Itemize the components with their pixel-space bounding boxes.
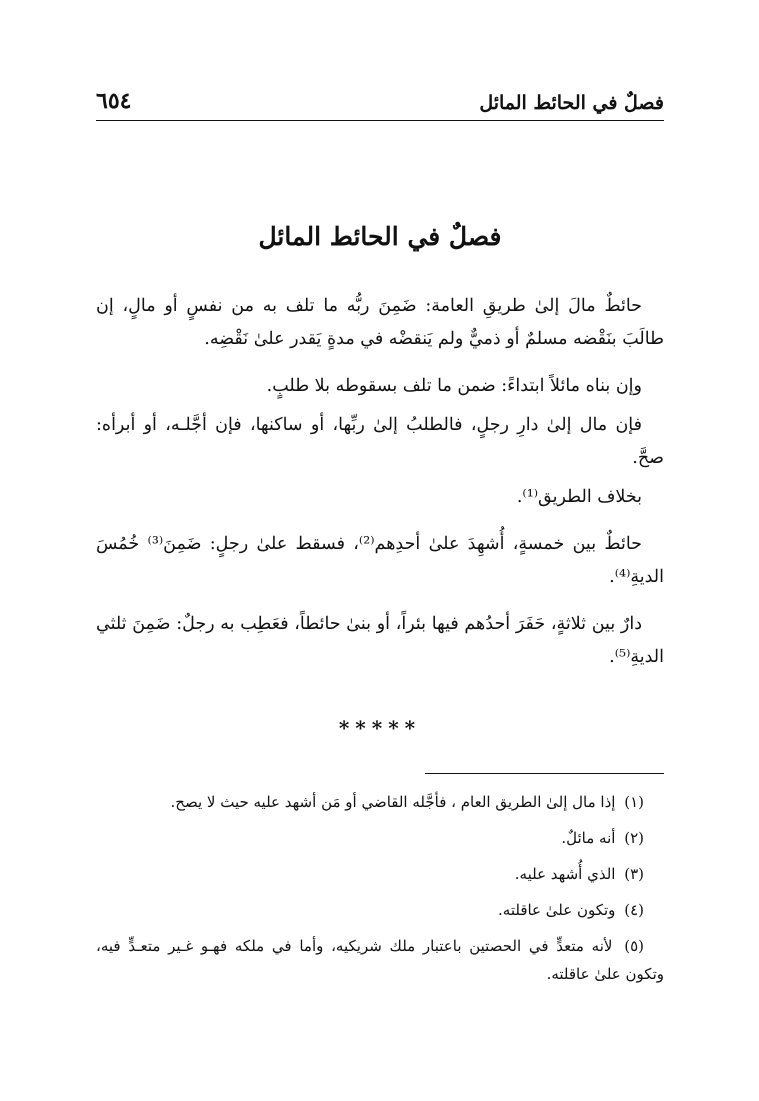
footnote	[96, 824, 664, 852]
body-text	[96, 290, 664, 688]
footnote-number: (٥)	[624, 937, 644, 955]
footnote	[96, 932, 664, 988]
footnote-text: أنه مائلٌ.	[561, 829, 616, 847]
footnote-number: (٣)	[624, 865, 644, 883]
footnote-text: الذي أُشهد عليه.	[514, 865, 616, 883]
paragraph: حائطٌ مالَ إلىٰ طريقِ العامة: ضَمِنَ ربُّه ما تلف به من نفسٍ أو مالٍ، إن طالَبَ بنَقْضه مسلمٌ أو ذميٌّ ولم يَنقضْه في مدةٍ يَقدر علىٰ نَقْضِه.	[96, 296, 664, 349]
footnote-number: (١)	[624, 793, 644, 811]
paragraph: حائطٌ بين خمسةٍ، أُشهِدَ علىٰ أحدِهم⁽²⁾، فسقط علىٰ رجلٍ: ضَمِنَ⁽³⁾ خُمُسَ الديةِ⁽⁴⁾.	[96, 534, 664, 587]
footnote	[96, 860, 664, 888]
paragraph: بخلاف الطريق⁽¹⁾.	[516, 487, 642, 507]
footnote-number: (٢)	[624, 829, 644, 847]
paragraph: فإن مال إلىٰ دارِ رجلٍ، فالطلبُ إلىٰ ربِّها، أو ساكنها، فإن أجَّلـه، أو أبرأه: صحَّ.	[96, 415, 664, 468]
running-header	[96, 86, 664, 121]
footnote-text: لأنه متعدٍّ في الحصتين باعتبار ملك شريكيه، وأما في ملكه فهـو غـير متعـدٍّ فيه، وتكون علىٰ عاقلته.	[96, 937, 664, 983]
footnote	[96, 896, 664, 924]
footnotes	[96, 788, 664, 996]
footnote	[96, 788, 664, 816]
footnote-text: إذا مال إلىٰ الطريق العام ، فأجَّله القاضي أو مَن أشهد عليه حيث لا يصح.	[170, 793, 616, 811]
section-title: فصلٌ في الحائط المائل	[258, 222, 502, 251]
footnote-number: (٤)	[624, 901, 644, 919]
footnote-text: وتكون علىٰ عاقلته.	[498, 901, 616, 919]
section-separator: *****	[338, 716, 422, 740]
running-title: فصلٌ في الحائط المائل	[479, 92, 664, 114]
paragraph: دارٌ بين ثلاثةٍ، حَفَرَ أحدُهم فيها بئراً، أو بنىٰ حائطاً، فعَطِب به رجلٌ: ضَمِنَ ثلثي الديةِ⁽⁵⁾.	[96, 614, 664, 667]
paragraph: وإن بناه مائلاً ابتداءً: ضمن ما تلف بسقوطه بلا طلبٍ.	[266, 376, 642, 396]
footnote-divider	[425, 773, 664, 774]
page-number: ٦٥٤	[96, 88, 132, 114]
